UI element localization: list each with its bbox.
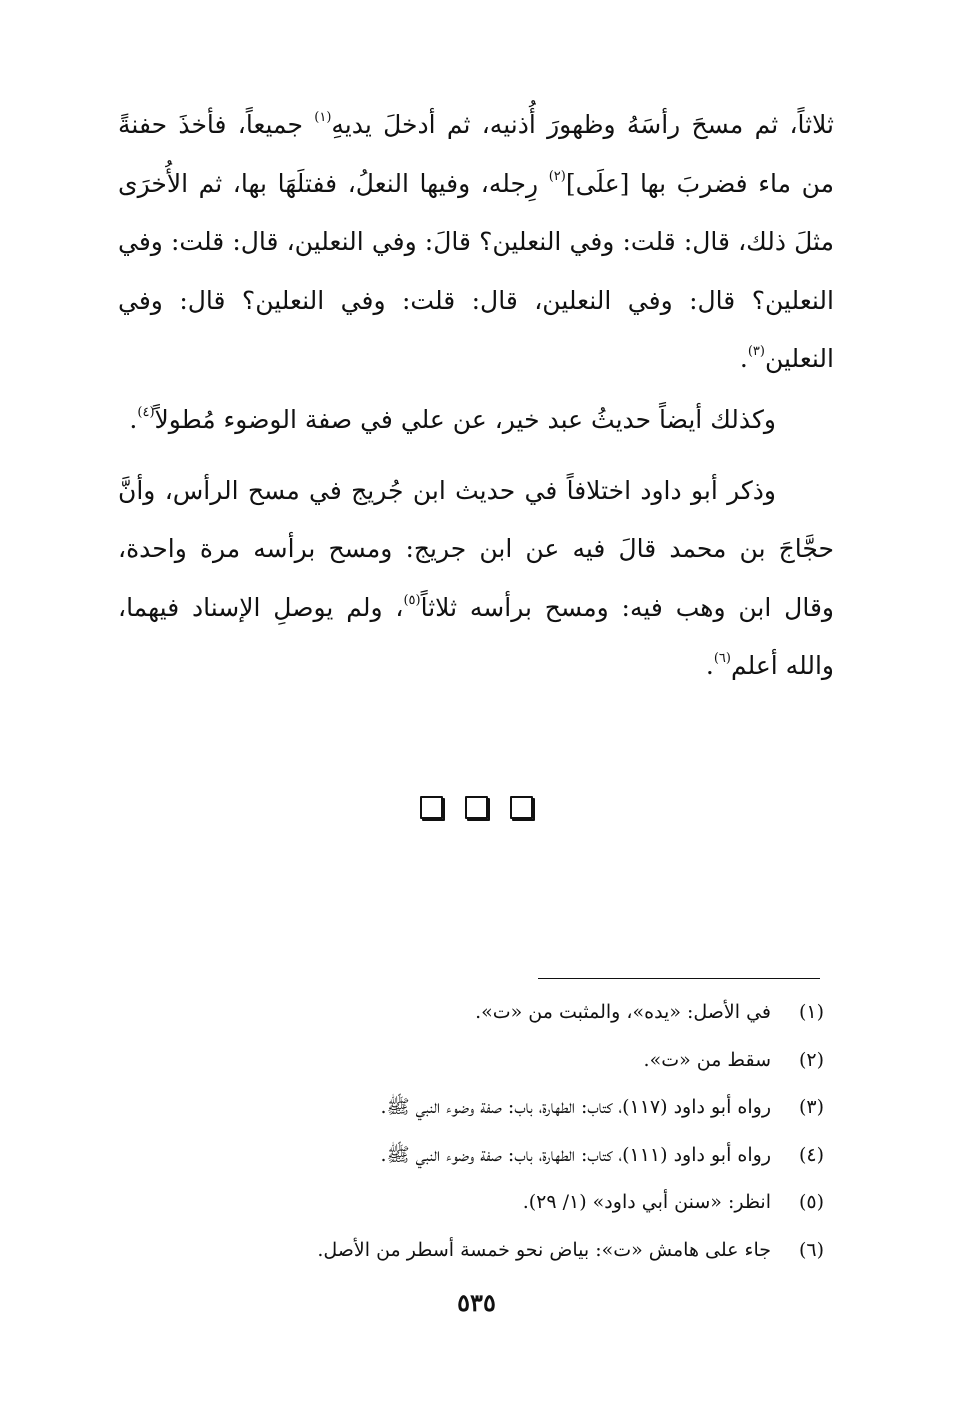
paragraph-3	[118, 462, 834, 696]
footnote-text: رواه أبو داود (١١١)، كتاب: الطهارة، باب: صفة وضوء النبي ﷺ.	[380, 1143, 771, 1166]
paragraph-2	[118, 391, 834, 450]
footnote-item	[118, 1084, 824, 1132]
footnote-item	[118, 1037, 824, 1085]
footnote-ref-4[interactable]: (٤)	[137, 404, 155, 420]
text-run: ثلاثاً، ثم مسحَ رأسَهُ وظهورَ أُذنيه، ثم أدخلَ يديهِ	[331, 110, 835, 139]
footnotes	[118, 989, 824, 1274]
footnote-number: (٣)	[798, 1096, 824, 1118]
footnote-ref-3[interactable]: (٣)	[747, 344, 765, 360]
text-run: رِجله، وفيها النعلُ، ففتلَهَا بها، ثم الأُخرَى مثلَ ذلك، قال: قلت: وفي النعلين؟ قالَ: وفي النعلين، قال: قلت: وفي النعلين؟ قال: وفي النعلين، قال: قلت: وفي النعلين؟ قال: وفي النعلين	[118, 168, 834, 374]
text-run: .	[129, 404, 138, 434]
page-number: ٥٣٥	[457, 1288, 496, 1317]
footnote-number: (٦)	[798, 1238, 824, 1261]
footnote-number: (٥)	[798, 1191, 824, 1213]
footnote-ref-1[interactable]: (١)	[314, 110, 332, 125]
footnote-text: سقط من «ت».	[643, 1048, 771, 1071]
footnote-number: (١)	[798, 1001, 824, 1023]
footnote-ref-6[interactable]: (٦)	[713, 651, 731, 667]
footnote-number: (٤)	[798, 1143, 824, 1166]
main-text	[118, 96, 834, 696]
text-run: وكذلك أيضاً حديثُ عبد خير، عن علي في صفة الوضوء مُطولاً	[154, 404, 776, 434]
square-ornament-icon	[420, 796, 443, 819]
text-run: وذكر أبو داود اختلافاً في حديث ابن جُريج في مسح الرأس، وأنَّ حجَّاجَ بن محمد قالَ فيه عن ابن جريج: ومسح برأسه مرة واحدة، وقال ابن وهب فيه: ومسح برأسه ثلاثاً	[118, 475, 834, 622]
footnote-number: (٢)	[798, 1048, 824, 1071]
text-run: ، ولم يوصلِ الإسناد فيهما، والله أعلم	[118, 592, 834, 681]
text-run: .	[739, 344, 748, 374]
footnote-item	[118, 1132, 824, 1180]
footnote-text: انظر: «سنن أبي داود» (١/ ٢٩).	[522, 1191, 771, 1213]
footnote-text: رواه أبو داود (١١٧)، كتاب: الطهارة، باب: صفة وضوء النبي ﷺ.	[380, 1096, 771, 1118]
text-run: .	[705, 651, 714, 681]
footnote-item	[118, 989, 824, 1037]
footnote-ref-2[interactable]: (٢)	[548, 168, 566, 184]
section-separator	[0, 796, 953, 819]
square-ornament-icon	[465, 796, 488, 819]
square-ornament-icon	[510, 796, 533, 819]
footnote-text: جاء على هامش «ت»: بياض نحو خمسة أسطر من الأصل.	[317, 1238, 771, 1261]
text-run: جميعاً، فأخذَ حفنةً من ماء فضربَ بها [علَى]	[118, 110, 834, 198]
paragraph-1	[118, 96, 834, 389]
footnote-ref-5[interactable]: (٥)	[403, 592, 421, 608]
footnote-item	[118, 1227, 824, 1275]
footnote-rule	[538, 978, 820, 979]
footnote-item	[118, 1179, 824, 1227]
footnote-text: في الأصل: «يده»، والمثبت من «ت».	[475, 1001, 771, 1023]
